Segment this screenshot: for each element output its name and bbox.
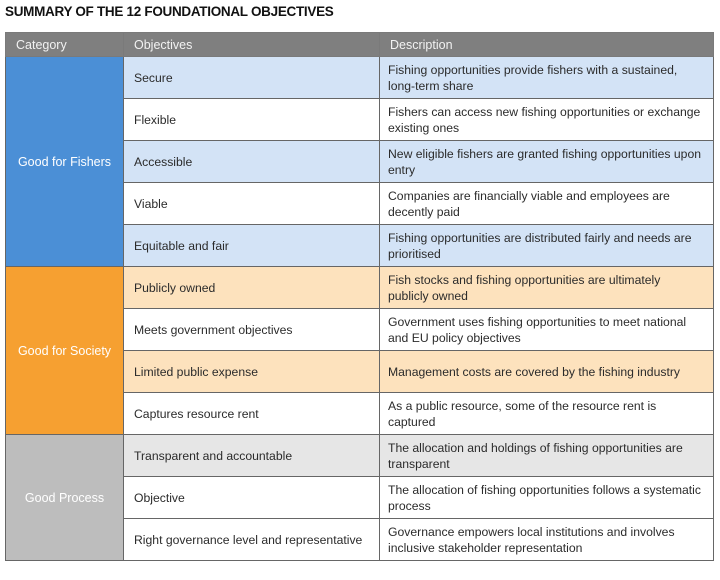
- objective-cell: Flexible: [124, 99, 380, 141]
- objective-cell: Limited public expense: [124, 351, 380, 393]
- description-cell: Management costs are covered by the fishing industry: [380, 351, 714, 393]
- objective-cell: Accessible: [124, 141, 380, 183]
- table-row: [6, 435, 714, 477]
- description-cell: The allocation of fishing opportunities follows a systematic process: [380, 477, 714, 519]
- header-description: Description: [380, 33, 714, 57]
- description-cell: New eligible fishers are granted fishing opportunities upon entry: [380, 141, 714, 183]
- description-cell: The allocation and holdings of fishing opportunities are transparent: [380, 435, 714, 477]
- objective-cell: Equitable and fair: [124, 225, 380, 267]
- page-title: SUMMARY OF THE 12 FOUNDATIONAL OBJECTIVES: [5, 4, 334, 19]
- category-good-for-fishers: Good for Fishers: [6, 57, 124, 267]
- objective-cell: Publicly owned: [124, 267, 380, 309]
- objective-cell: Right governance level and representative: [124, 519, 380, 561]
- description-cell: Government uses fishing opportunities to meet national and EU policy objectives: [380, 309, 714, 351]
- objective-cell: Secure: [124, 57, 380, 99]
- objective-cell: Transparent and accountable: [124, 435, 380, 477]
- objective-cell: Objective: [124, 477, 380, 519]
- category-good-for-society: Good for Society: [6, 267, 124, 435]
- table-row: [6, 57, 714, 99]
- table-header-row: [6, 33, 714, 57]
- objectives-table: [5, 32, 714, 561]
- description-cell: Fishing opportunities are distributed fairly and needs are prioritised: [380, 225, 714, 267]
- description-cell: Fishing opportunities provide fishers with a sustained, long-term share: [380, 57, 714, 99]
- description-cell: Companies are financially viable and employees are decently paid: [380, 183, 714, 225]
- description-cell: Fishers can access new fishing opportunities or exchange existing ones: [380, 99, 714, 141]
- header-objectives: Objectives: [124, 33, 380, 57]
- category-good-process: Good Process: [6, 435, 124, 561]
- description-cell: Governance empowers local institutions and involves inclusive stakeholder representation: [380, 519, 714, 561]
- description-cell: Fish stocks and fishing opportunities are ultimately publicly owned: [380, 267, 714, 309]
- description-cell: As a public resource, some of the resource rent is captured: [380, 393, 714, 435]
- objective-cell: Captures resource rent: [124, 393, 380, 435]
- header-category: Category: [6, 33, 124, 57]
- objective-cell: Viable: [124, 183, 380, 225]
- table-row: [6, 267, 714, 309]
- objective-cell: Meets government objectives: [124, 309, 380, 351]
